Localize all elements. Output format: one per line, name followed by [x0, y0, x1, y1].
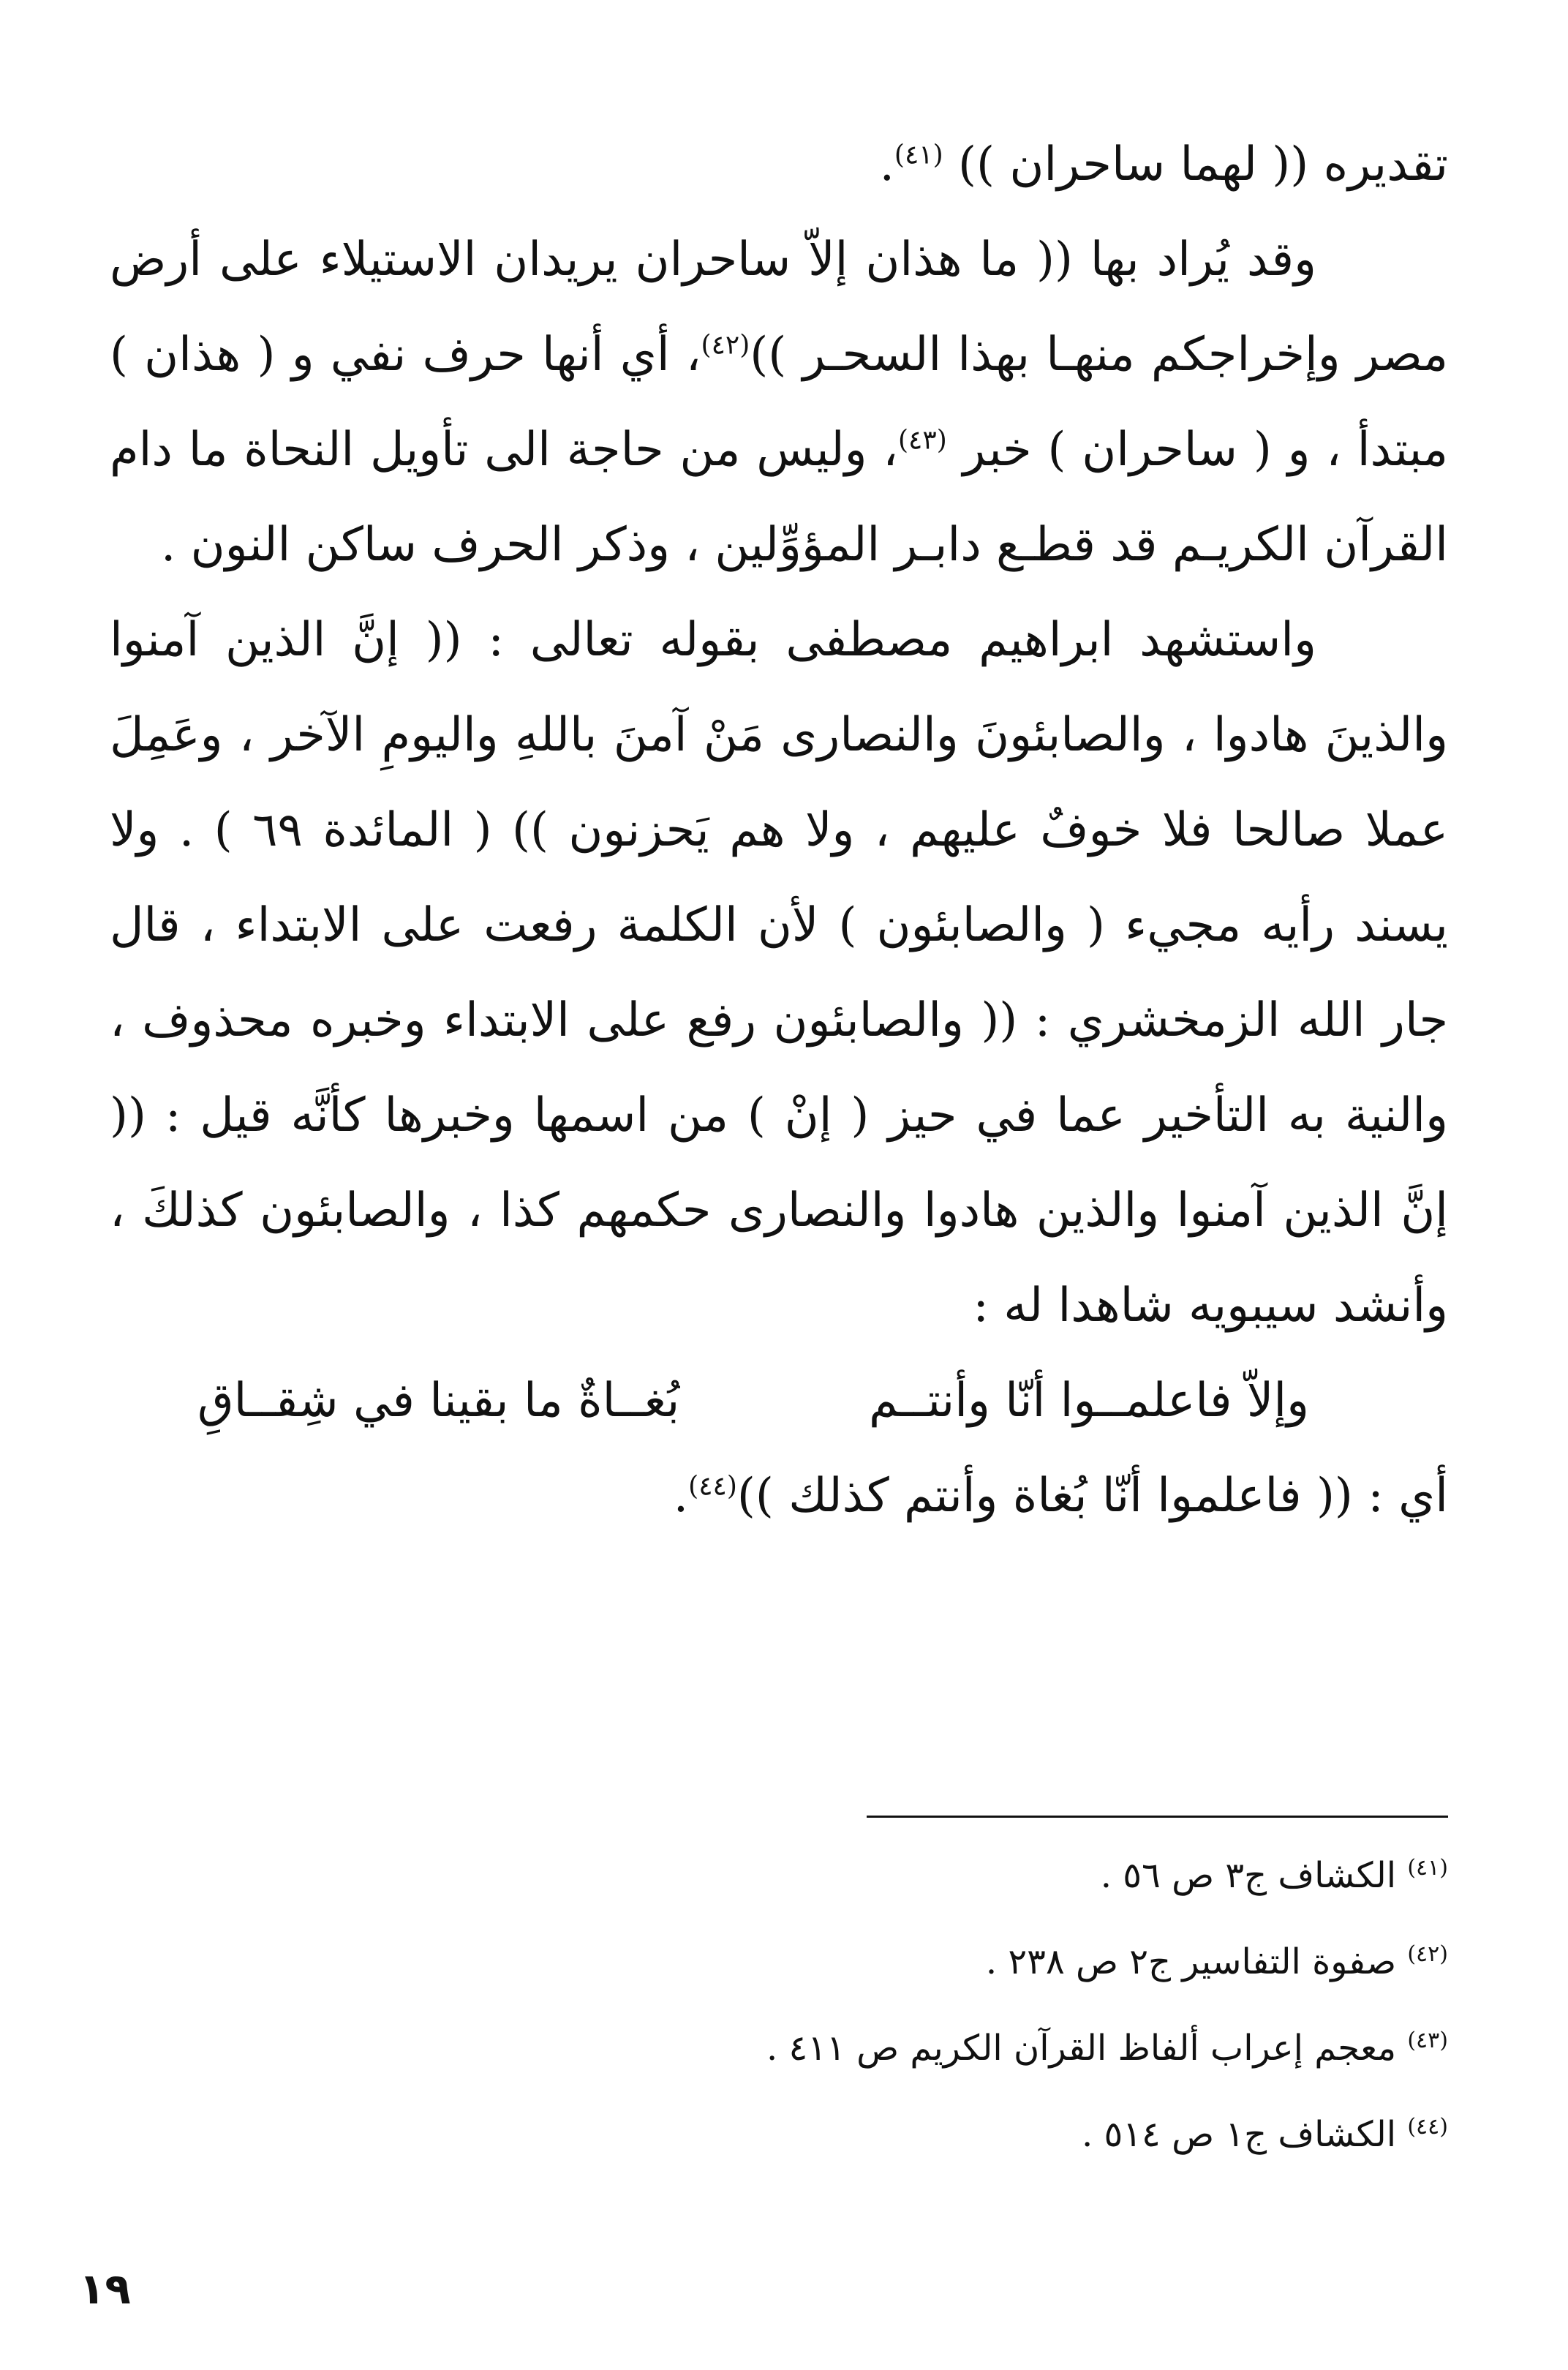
poem-hemistich-right: وإلاّ فاعلمــوا أنّا وأنتــم — [868, 1374, 1309, 1428]
footnote-text: الكشاف ج١ ص ٥١٤ . — [1081, 2114, 1408, 2155]
footnote-divider — [867, 1816, 1448, 1818]
footnote-number: (٤٣) — [1407, 2028, 1448, 2053]
footnote-ref-42[interactable]: (٤٢) — [701, 330, 750, 361]
footnote-number: (٤٤) — [1407, 2114, 1448, 2140]
page-number: ١٩ — [79, 2264, 131, 2314]
poem-verse — [197, 1353, 1309, 1448]
footnotes — [585, 1832, 1448, 2178]
footnote-item — [585, 1919, 1448, 2005]
footnote-ref-41[interactable]: (٤١) — [894, 140, 943, 170]
closing-line: أي : (( فاعلموا أنّا بُغاة وأنتم كذلك ))$^{(٤٤)}$. — [673, 1469, 1448, 1523]
footnote-item — [585, 2091, 1448, 2178]
footnote-number: (٤١) — [1407, 1855, 1448, 1881]
paragraph-1: تقديره (( لهما ساحران )) $^{(٤١)}$. — [879, 138, 1448, 192]
paragraph-3: واستشهد ابراهيم مصطفى بقوله تعالى : (( إنَّ الذين آمنوا والذينَ هادوا ، والصابئونَ والنصارى مَنْ آمنَ باللهِ واليومِ الآخر ، وعَمِلَ عملا صالحا فلا خوفٌ عليهم ، ولا هم يَحزنون )) ( المائدة ٦٩ ) . ولا يسند رأيه مجيء ( والصابئون ) لأن الكلمة رفعت على الابتداء ، قال جار الله الزمخشري : (( والصابئون رفع على الابتداء وخبره محذوف ، والنية به التأخير عما في حيز ( إنْ ) من اسمها وخبرها كأنَّه قيل : (( إنَّ الذين آمنوا والذين هادوا والنصارى حكمهم كذا ، والصابئون كذلكَ ، وأنشد سيبويه شاهدا له : — [110, 613, 1449, 1333]
paragraph-2: وقد يُراد بها (( ما هذان إلاّ ساحران يريدان الاستيلاء على أرض مصر وإخراجكم منهـا بهذا السحـر ))$^{(٤٢)}$، أي أنها حرف نفي و ( هذان ) مبتدأ ، و ( ساحران ) خبر $^{(٤٣)}$، وليس من حاجة الى تأويل النحاة ما دام القرآن الكريـم قد قطـع دابـر المؤوِّلين ، وذكر الحرف ساكن النون . — [110, 233, 1449, 572]
footnote-item — [585, 2005, 1448, 2091]
footnote-ref-43[interactable]: (٤٣) — [897, 425, 947, 456]
footnote-item — [585, 1832, 1448, 1919]
body-text — [110, 117, 1448, 1543]
footnote-number: (٤٢) — [1407, 1941, 1448, 1967]
footnote-ref-44[interactable]: (٤٤) — [688, 1471, 737, 1502]
poem-hemistich-left: بُغــاةٌ ما بقينا في شِقــاقِ — [197, 1374, 680, 1428]
footnote-text: الكشاف ج٣ ص ٥٦ . — [1100, 1855, 1408, 1896]
footnote-text: معجم إعراب ألفاظ القرآن الكريم ص ٤١١ . — [766, 2028, 1408, 2069]
footnote-text: صفوة التفاسير ج٢ ص ٢٣٨ . — [985, 1941, 1408, 1982]
